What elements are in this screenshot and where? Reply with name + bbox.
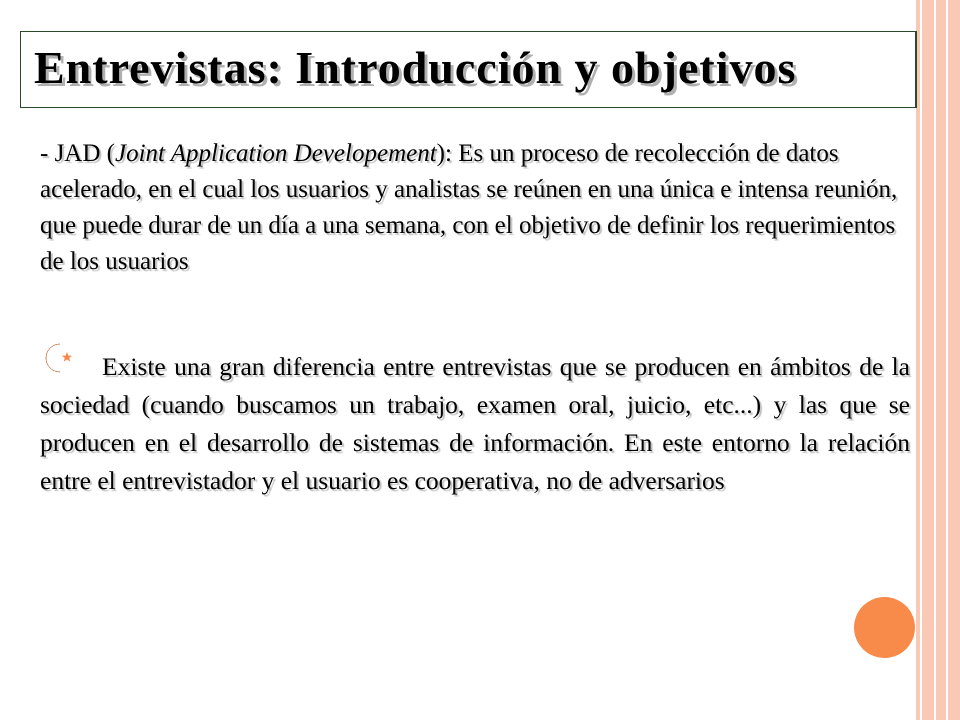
inner-border-stripe — [916, 0, 920, 720]
bullet-text: Existe una gran diferencia entre entrevistas que se producen en ámbitos de la sociedad (cuando buscamos un trabajo, examen oral, juicio, etc...) y las que se producen en el desarrollo de sistemas de información. En este entorno la relación entre el entrevistador y el usuario es cooperativa, no de adversarios — [40, 352, 910, 495]
jad-description: ): Es un proceso de recolección de datos acelerado, en el cual los usuarios y analistas se reúnen en una única e intensa reunión, que puede durar de un día a una semana, con el objetivo de definir los requerimientos de los usuarios — [40, 140, 898, 275]
border-stripe — [946, 0, 948, 720]
border-stripe — [934, 0, 936, 720]
jad-paragraph — [40, 136, 900, 280]
slide-title: Entrevistas: Introducción y objetivos — [34, 42, 797, 93]
right-border-decoration — [922, 0, 960, 720]
bullet-paragraph — [40, 348, 910, 500]
crescent-star-icon — [40, 349, 102, 379]
orange-circle-decoration — [854, 597, 915, 658]
jad-prefix: - JAD ( — [40, 140, 115, 167]
jad-term: Joint Application Developement — [115, 140, 437, 167]
